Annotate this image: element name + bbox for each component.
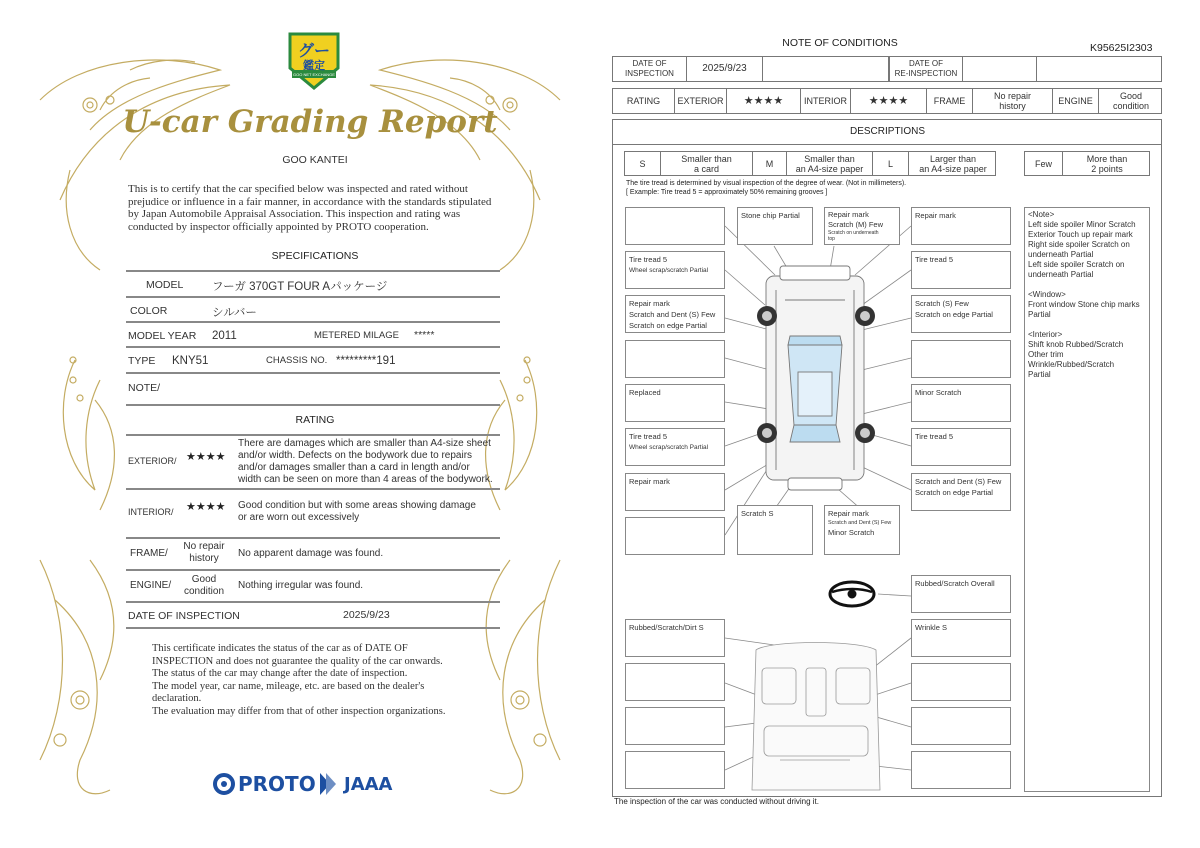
divider <box>126 321 500 323</box>
frame-value-cell <box>973 89 1053 113</box>
divider <box>126 270 500 272</box>
annotation-text: Rubbed/Scratch Overall <box>915 579 995 588</box>
divider <box>126 346 500 348</box>
model-value: フーガ 370GT FOUR Aパッケージ <box>212 281 388 293</box>
intro-line: This is to certify that the car specified below was inspected and rated without <box>128 183 468 195</box>
engine-text: Nothing irregular was found. <box>238 580 364 591</box>
annotation-text: Scratch S <box>741 509 774 518</box>
annotation-box-l-replaced <box>625 384 725 422</box>
annotation-box-top-right <box>911 207 1011 245</box>
reinspection-label-cell <box>889 57 963 81</box>
annotation-box-r-tire1 <box>911 251 1011 289</box>
exterior-text-line: There are damages which are smaller than A4-size sheet <box>238 438 491 449</box>
note-spacer <box>1028 280 1146 290</box>
annotation-box-r-dent <box>911 473 1011 511</box>
note-line: underneath Partial <box>1028 270 1094 279</box>
annotation-text: Scratch (M) Few <box>828 220 884 229</box>
jaaa-logo-text: JAAA <box>344 773 393 795</box>
annotation-text: Scratch on edge Partial <box>629 321 707 330</box>
note-line: Partial <box>1028 370 1051 379</box>
reinspection-label-line: RE-INSPECTION <box>894 69 958 78</box>
note-line: Other trim <box>1028 350 1064 359</box>
blank-box <box>911 340 1011 378</box>
blank-cell <box>1037 57 1163 81</box>
specs-heading: SPECIFICATIONS <box>271 250 359 262</box>
interior-label-cell: INTERIOR <box>801 89 851 113</box>
engine-value-line: condition <box>1112 101 1150 111</box>
exterior-stars-cell: ★★★★ <box>727 89 801 113</box>
annotation-box-int-left <box>625 619 725 657</box>
model-label: MODEL <box>146 279 184 291</box>
notes-title: NOTE OF CONDITIONS <box>782 37 898 49</box>
annotation-text: Scratch and Dent (S) Few <box>828 520 892 526</box>
badge-top-text: グー <box>297 41 330 60</box>
model-year-label: MODEL YEAR <box>128 330 197 342</box>
intro-line: conducted by inspector officially appointed by PROTO cooperation. <box>128 220 429 233</box>
footer-line: The status of the car may change after the date of inspection. <box>152 668 408 679</box>
note-line: <Window> <box>1028 290 1066 299</box>
intro-line: prejudice or influence in a fair manner, in accordance with the standards stipulated <box>128 195 492 208</box>
exterior-stars: ★★★★ <box>186 451 226 463</box>
annotation-text: Minor Scratch <box>828 528 875 537</box>
color-value: シルバー <box>212 307 257 319</box>
tire-note-line: The tire tread is determined by visual inspection of the degree of wear. (Not in millimeters). <box>626 180 907 187</box>
date-of-inspection-value: 2025/9/23 <box>343 609 390 621</box>
org-name: GOO KANTEI <box>282 154 348 166</box>
frame-label-cell: FRAME <box>927 89 973 113</box>
legend-few: Few <box>1025 152 1063 175</box>
annotation-text: Repair mark <box>828 210 869 219</box>
blank-box <box>625 340 725 378</box>
engine-label: ENGINE/ <box>130 580 172 591</box>
annotation-text: Replaced <box>629 388 661 397</box>
annotation-box-b-scratch <box>737 505 813 555</box>
descriptions-divider <box>612 144 1162 145</box>
date-inspection-value-cell: 2025/9/23 <box>687 57 763 81</box>
annotation-text: Scratch on underneath <box>828 230 879 236</box>
document-id: K95625I2303 <box>1090 42 1153 54</box>
footer-line: The evaluation may differ from that of other inspection organizations. <box>152 705 446 717</box>
footer-line: This certificate indicates the status of the car as of DATE OF <box>152 643 408 654</box>
proto-mark-icon <box>212 772 236 796</box>
color-label: COLOR <box>130 305 168 317</box>
proto-logo <box>212 770 316 798</box>
type-value: KNY51 <box>172 355 209 367</box>
note-spacer <box>1028 320 1146 330</box>
reinspection-label-line: DATE OF <box>908 59 944 68</box>
legend-few-text <box>1063 152 1151 175</box>
footer-paragraph <box>152 643 492 718</box>
interior-label: INTERIOR/ <box>128 507 174 517</box>
legend-line: 2 points <box>1091 163 1123 174</box>
note-line: Shift knob Rubbed/Scratch <box>1028 340 1124 349</box>
exterior-text-line: width can be seen on more than 4 areas of the bodywork. <box>238 474 493 485</box>
exterior-description <box>238 438 493 486</box>
legend-line: an A4-size paper <box>795 163 864 174</box>
intro-paragraph <box>128 183 518 233</box>
annotation-text: Tire tread 5 <box>629 432 668 441</box>
divider <box>126 627 500 629</box>
engine-value-cell <box>1099 89 1163 113</box>
interior-description <box>238 500 476 524</box>
interior-stars: ★★★★ <box>186 501 226 513</box>
legend-line: a card <box>693 163 719 174</box>
frame-text: No apparent damage was found. <box>238 548 384 559</box>
legend-l: L <box>873 152 909 175</box>
frame-value-line: No repair <box>993 91 1031 101</box>
side-note-panel <box>1024 207 1150 792</box>
blank-box <box>625 751 725 789</box>
exterior-label-cell: EXTERIOR <box>675 89 727 113</box>
interior-stars-cell: ★★★★ <box>851 89 927 113</box>
model-year-value: 2011 <box>212 330 237 342</box>
legend-l-text <box>909 152 997 175</box>
annotation-text: Repair mark <box>915 211 956 220</box>
annotation-box-int-right <box>911 619 1011 657</box>
annotation-box-r-minor <box>911 384 1011 422</box>
reinspection-value-cell <box>963 57 1037 81</box>
blank-box <box>625 663 725 701</box>
note-line: Left side spoiler Scratch on <box>1028 260 1125 269</box>
legend-line: Smaller than <box>804 153 855 164</box>
annotation-text: Scratch and Dent (S) Few <box>629 310 716 319</box>
jaaa-logo <box>318 770 393 798</box>
chassis-label: CHASSIS NO. <box>266 355 328 366</box>
date-label-line: DATE OF <box>632 59 667 68</box>
frame-value <box>174 541 234 565</box>
annotation-box-l-repair1 <box>625 295 725 333</box>
intro-line: by Japan Automobile Appraisal Association. This inspection and rating was <box>128 208 461 220</box>
type-label: TYPE <box>128 355 156 367</box>
footer-line: declaration. <box>152 693 202 704</box>
annotation-text: Stone chip Partial <box>741 211 800 220</box>
exterior-text-line: and/or damages smaller than a card in length and/or <box>238 462 470 473</box>
note-of-conditions <box>600 0 1200 848</box>
rating-heading: RATING <box>295 414 335 426</box>
note-line: underneath Partial <box>1028 250 1094 259</box>
legend-line: More than <box>1086 153 1128 164</box>
note-line: Front window Stone chip marks <box>1028 300 1140 309</box>
annotation-text: Rubbed/Scratch/Dirt S <box>629 623 704 632</box>
date-inspection-label-cell <box>613 57 687 81</box>
engine-label-cell: ENGINE <box>1053 89 1099 113</box>
rating-label-cell: RATING <box>613 89 675 113</box>
annotation-text: Scratch on edge Partial <box>915 310 993 319</box>
annotation-text: Repair mark <box>828 509 869 518</box>
blank-box <box>911 663 1011 701</box>
blank-box <box>625 707 725 745</box>
size-legend <box>624 151 996 176</box>
note-line: Left side spoiler Minor Scratch <box>1028 220 1136 229</box>
legend-line: an A4-size paper <box>919 163 987 174</box>
divider <box>126 488 500 490</box>
report-title: U-car Grading Report <box>122 104 498 140</box>
date-of-inspection-label: DATE OF INSPECTION <box>128 610 240 622</box>
annotation-text: top <box>828 236 835 242</box>
interior-text-line: Good condition but with some areas showing damage <box>238 500 476 511</box>
annotation-box-l-tire2 <box>625 428 725 466</box>
legend-s: S <box>625 152 661 175</box>
footer-line: The model year, car name, mileage, etc. are based on the dealer's <box>152 680 425 692</box>
date-row <box>612 56 1162 82</box>
note-line: Exterior Touch up repair mark <box>1028 230 1133 239</box>
divider <box>126 537 500 539</box>
footer-line: INSPECTION and does not guarantee the quality of the car onwards. <box>152 655 443 667</box>
legend-line: Smaller than <box>681 153 732 164</box>
legend-m-text <box>787 152 873 175</box>
note-label: NOTE/ <box>128 382 161 394</box>
tire-note <box>626 179 906 197</box>
goo-kantei-badge <box>286 30 342 92</box>
engine-value-line: Good <box>1119 91 1143 101</box>
divider <box>126 601 500 603</box>
annotation-box-l-repair-bottom <box>625 473 725 511</box>
annotation-text: Scratch on edge Partial <box>915 488 993 497</box>
annotation-text: Scratch and Dent (S) Few <box>915 477 1002 486</box>
annotation-box-r-tire2 <box>911 428 1011 466</box>
blank-cell <box>763 57 889 81</box>
annotation-box-r-scratch <box>911 295 1011 333</box>
tire-note-line: [ Example: Tire tread 5 = approximately 50% remaining grooves ] <box>626 189 828 196</box>
annotation-text: Repair mark <box>629 477 670 486</box>
footer-note: The inspection of the car was conducted without driving it. <box>614 797 819 806</box>
annotation-text: Repair mark <box>629 299 670 308</box>
legend-line: Larger than <box>929 153 977 164</box>
blank-box <box>911 751 1011 789</box>
annotation-box-top-repair <box>824 207 900 245</box>
engine-value <box>174 574 234 598</box>
jaaa-mark-icon <box>318 771 340 797</box>
divider <box>126 569 500 571</box>
badge-small-text: GOO NET EXCHANGE <box>293 72 335 77</box>
note-line: Right side spoiler Scratch on <box>1028 240 1130 249</box>
exterior-text-line: and/or width. Defects on the bodywork due to repairs <box>238 450 473 461</box>
mileage-value: ***** <box>414 329 435 341</box>
annotation-box-top-stone <box>737 207 813 245</box>
frame-label: FRAME/ <box>130 548 168 559</box>
note-line: <Note> <box>1028 210 1055 219</box>
date-label-line: INSPECTION <box>625 69 674 78</box>
annotation-text: Wheel scrap/scratch Partial <box>629 267 709 274</box>
mileage-label: METERED MILAGE <box>314 330 399 341</box>
annotation-box-b-repair <box>824 505 900 555</box>
divider <box>126 372 500 374</box>
note-line: Partial <box>1028 310 1051 319</box>
rating-row <box>612 88 1162 114</box>
badge-bottom-text: 鑑定 <box>303 59 325 72</box>
annotation-text: Tire tread 5 <box>915 255 954 264</box>
descriptions-heading: DESCRIPTIONS <box>849 126 925 137</box>
annotation-box-l-tire1 <box>625 251 725 289</box>
annotation-text: Wheel scrap/scratch Partial <box>629 444 709 451</box>
legend-s-text <box>661 152 753 175</box>
engine-value-line: condition <box>183 586 225 597</box>
note-line: Wrinkle/Rubbed/Scratch <box>1028 360 1115 369</box>
chassis-value: *********191 <box>336 355 396 367</box>
proto-logo-text: PROTO <box>238 772 316 796</box>
frame-value-line: No repair <box>183 541 225 552</box>
note-line: <Interior> <box>1028 330 1063 339</box>
engine-value-line: Good <box>191 574 217 585</box>
annotation-text: Minor Scratch <box>915 388 962 397</box>
blank-box <box>625 517 725 555</box>
legend-m: M <box>753 152 787 175</box>
annotation-text: Wrinkle S <box>915 623 947 632</box>
interior-text-line: or are worn out excessively <box>238 512 360 523</box>
blank-box <box>911 707 1011 745</box>
exterior-label: EXTERIOR/ <box>128 456 177 466</box>
annotation-text: Scratch (S) Few <box>915 299 969 308</box>
divider <box>126 434 500 436</box>
annotation-text: Tire tread 5 <box>629 255 668 264</box>
annotation-box-wheel <box>911 575 1011 613</box>
divider <box>126 296 500 298</box>
few-legend <box>1024 151 1150 176</box>
annotation-text: Tire tread 5 <box>915 432 954 441</box>
divider <box>126 404 500 406</box>
frame-value-line: history <box>999 101 1026 111</box>
blank-box <box>625 207 725 245</box>
frame-value-line: history <box>189 553 219 564</box>
